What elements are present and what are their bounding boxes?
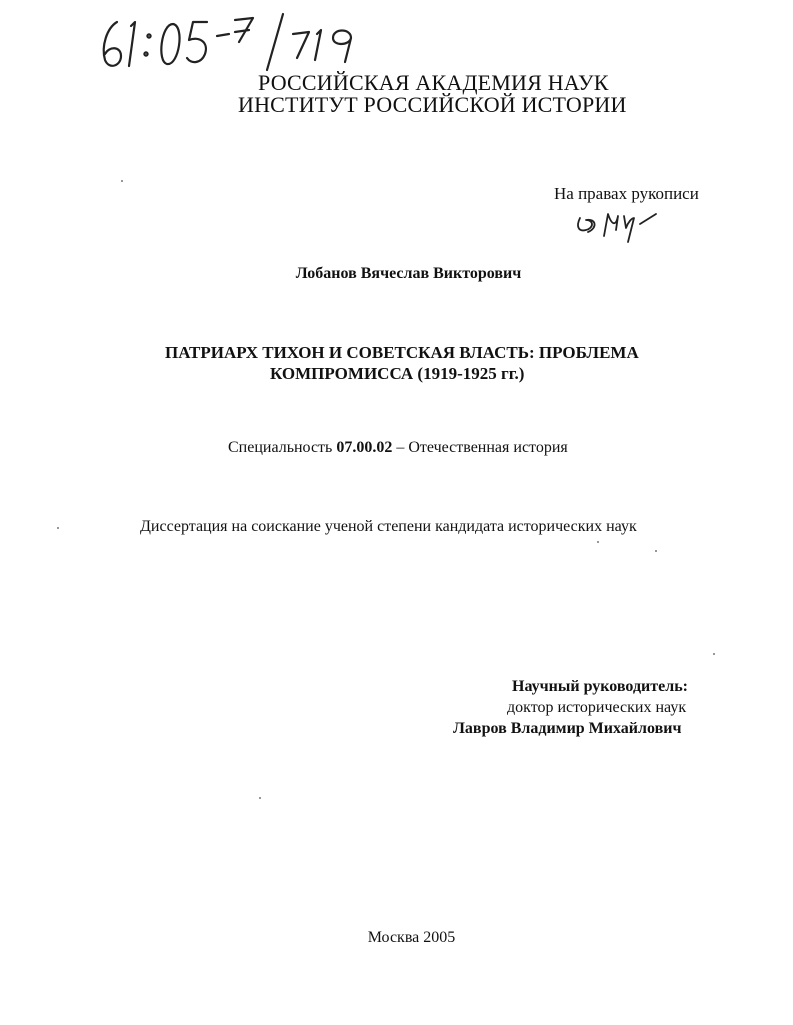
dissertation-title-line-2: КОМПРОМИССА (1919-1925 гг.) [270, 364, 525, 383]
dissertation-degree-statement: Диссертация на соискание ученой степени кандидата исторических наук [140, 518, 637, 535]
specialty-prefix: Специальность [228, 439, 337, 456]
author-name: Лобанов Вячеслав Викторович [295, 265, 522, 282]
supervisor-degree: доктор исторических наук [507, 699, 687, 716]
scan-speck [57, 527, 59, 529]
scan-speck [259, 797, 261, 799]
specialty-code: 07.00.02 [336, 439, 393, 456]
city-and-year: Москва 2005 [367, 929, 456, 946]
scan-speck [655, 550, 657, 552]
supervisor-label: Научный руководитель: [512, 678, 688, 695]
dissertation-title-line-1: ПАТРИАРХ ТИХОН И СОВЕТСКАЯ ВЛАСТЬ: ПРОБЛЕМА [165, 343, 639, 362]
organization-line-2: ИНСТИТУТ РОССИЙСКОЙ ИСТОРИИ [238, 92, 627, 117]
organization-line-1: РОССИЙСКАЯ АКАДЕМИЯ НАУК [258, 70, 609, 95]
handwritten-archive-number [95, 12, 395, 72]
specialty-name: – Отечественная история [392, 439, 568, 456]
manuscript-rights-note: На правах рукописи [554, 184, 699, 203]
scan-speck [597, 541, 599, 543]
supervisor-name: Лавров Владимир Михайлович [453, 720, 682, 737]
specialty-line [228, 439, 568, 457]
scan-speck [121, 180, 123, 182]
handwritten-signature [572, 206, 672, 246]
scan-speck [713, 653, 715, 655]
